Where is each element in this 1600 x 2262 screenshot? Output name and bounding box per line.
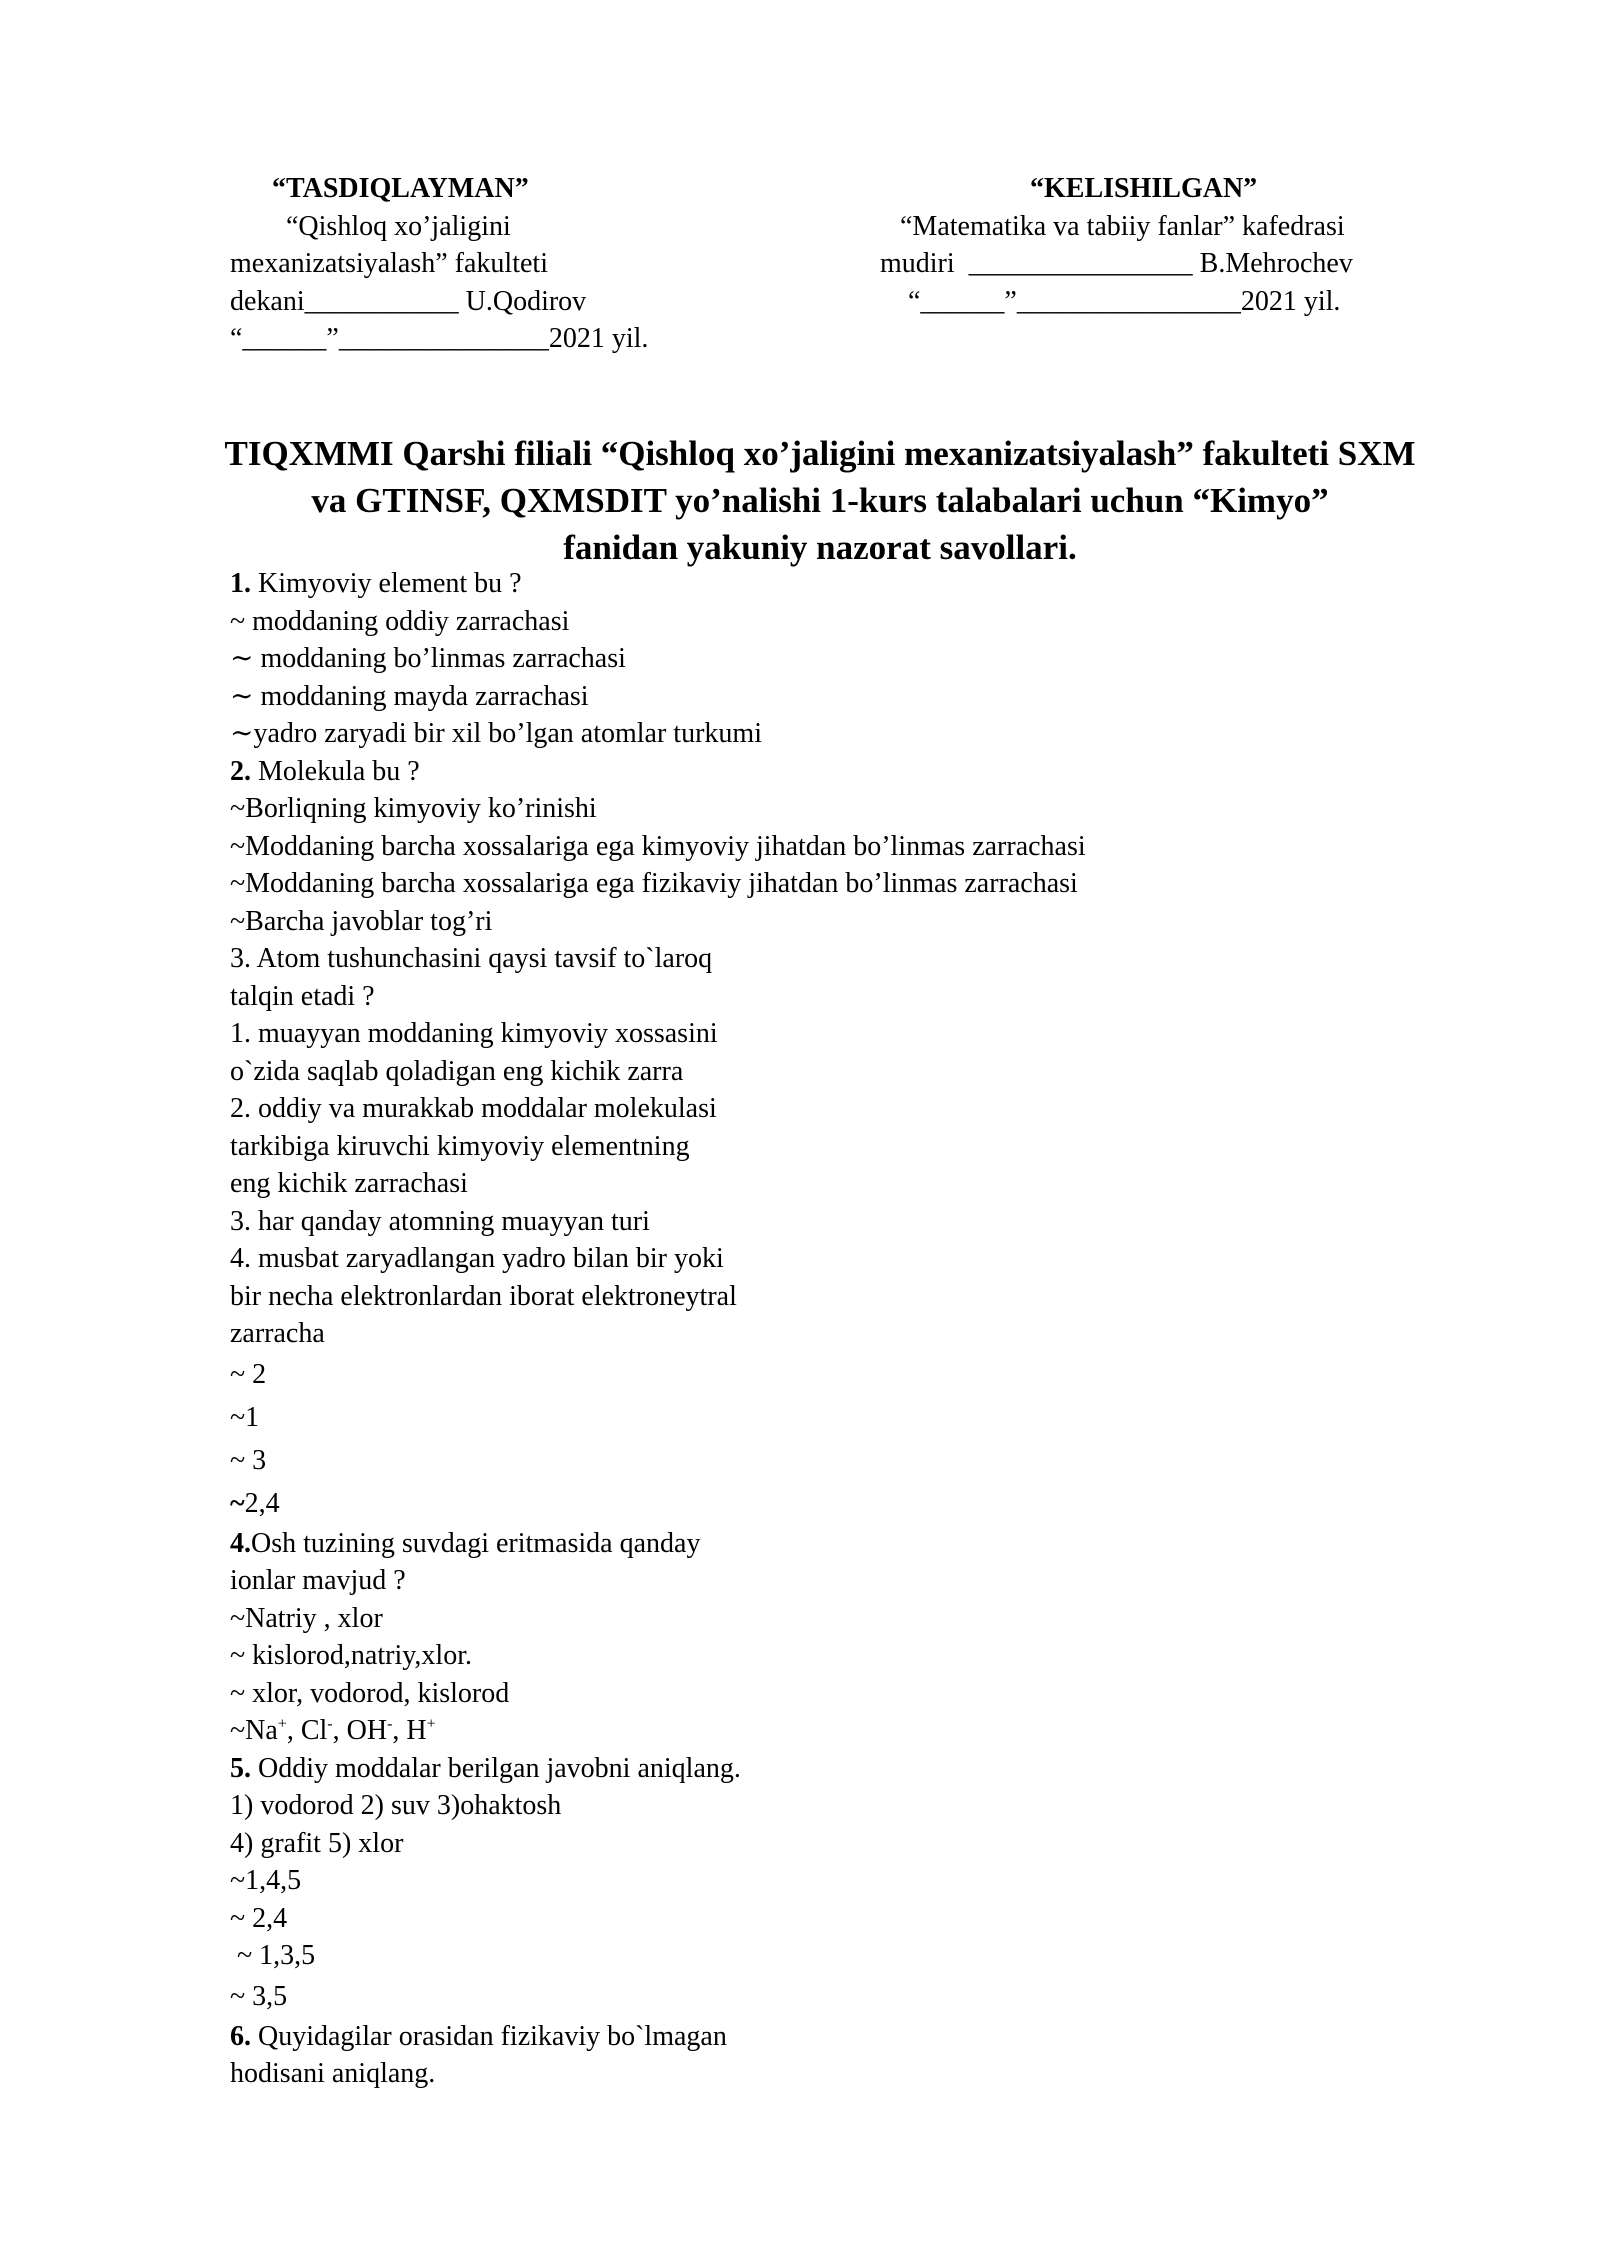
ion-charge: + xyxy=(426,1715,436,1733)
question-text-line: o`zida saqlab qoladigan eng kichik zarra xyxy=(230,1055,684,1087)
answer-option-ions xyxy=(230,1712,1480,1750)
ion-charge: - xyxy=(387,1715,393,1733)
agreement-line-1: “Matematika va tabiiy fanlar” kafedrasi xyxy=(900,210,1345,242)
page-title-line-3: fanidan yakuniy nazorat savollari. xyxy=(563,528,1077,567)
answer-option: ∼ moddaning bo’linmas zarrachasi xyxy=(230,643,626,674)
answer-option: ~ xlor, vodorod, kislorod xyxy=(230,1677,510,1709)
answer-option: ~ kislorod,natriy,xlor. xyxy=(230,1640,472,1671)
question-text-line: zarracha xyxy=(230,1318,325,1349)
question-text-line: tarkibiga kiruvchi kimyoviy elementning xyxy=(230,1130,690,1162)
answer-option: ~Barcha javoblar tog’ri xyxy=(230,905,493,937)
question-text-line: 2. oddiy va murakkab moddalar molekulasi xyxy=(230,1093,717,1124)
answer-option: ~ moddaning oddiy zarrachasi xyxy=(230,605,570,637)
question-text-line: 3. har qanday atomning muayyan turi xyxy=(230,1205,650,1237)
question-text-line: ionlar mavjud ? xyxy=(230,1565,406,1596)
questions-list xyxy=(230,565,1480,2093)
ion-text: , H xyxy=(392,1715,427,1746)
question-text-line: 4. musbat zaryadlangan yadro bilan bir yoki xyxy=(230,1243,724,1274)
answer-option: ~ 2,4 xyxy=(230,1902,288,1934)
question-number: 2. xyxy=(230,755,251,787)
question-number: 6. xyxy=(230,2020,251,2052)
agreement-block xyxy=(880,170,1480,320)
answer-text: 2,4 xyxy=(244,1487,280,1519)
answer-option: ∼ moddaning mayda zarrachasi xyxy=(230,680,589,712)
question-4 xyxy=(230,1525,1480,1563)
question-text-line: 1. muayyan moddaning kimyoviy xossasini xyxy=(230,1018,718,1049)
question-text-line: 4) grafit 5) xlor xyxy=(230,1827,404,1859)
question-5 xyxy=(230,1750,1480,1788)
answer-tilde: ~ xyxy=(230,1487,245,1519)
answer-option: ~ 3 xyxy=(230,1444,267,1476)
approval-line-2: mexanizatsiyalash” fakulteti xyxy=(230,248,548,279)
approval-block xyxy=(230,170,750,358)
question-text: Kimyoviy element bu ? xyxy=(251,568,522,599)
ion-charge: - xyxy=(327,1715,333,1733)
question-text: Osh tuzining suvdagi eritmasida qanday xyxy=(251,1527,701,1559)
answer-option: ~Moddaning barcha xossalariga ega kimyoviy jihatdan bo’linmas zarrachasi xyxy=(230,830,1086,862)
ion-text: ~Na xyxy=(230,1715,278,1746)
question-2 xyxy=(230,753,1480,791)
answer-option xyxy=(230,1482,1480,1525)
answer-option: ~Natriy , xlor xyxy=(230,1602,383,1634)
question-number: 1. xyxy=(230,568,251,599)
page-title-line-2: va GTINSF, QXMSDIT yo’nalishi 1-kurs talabalari uchun “Kimyo” xyxy=(311,481,1329,520)
question-3: 3. Atom tushunchasini qaysi tavsif to`laroq xyxy=(230,943,713,974)
ion-charge: + xyxy=(277,1715,287,1733)
question-text-line: hodisani aniqlang. xyxy=(230,2058,436,2089)
answer-option: ~ 2 xyxy=(230,1358,267,1390)
question-text-line: bir necha elektronlardan iborat elektroneytral xyxy=(230,1280,737,1312)
approval-line-3: dekani___________ U.Qodirov xyxy=(230,285,587,317)
question-text-line: eng kichik zarrachasi xyxy=(230,1168,468,1199)
answer-option: ~ 3,5 xyxy=(230,1980,288,2012)
question-1 xyxy=(230,565,1480,603)
question-text-line: talqin etadi ? xyxy=(230,980,375,1012)
question-text: Quyidagilar orasidan fizikaviy bo`lmagan xyxy=(251,2020,727,2052)
ion-text: , OH xyxy=(332,1715,388,1746)
question-text-line: 1) vodorod 2) suv 3)ohaktosh xyxy=(230,1790,562,1821)
question-text: Molekula bu ? xyxy=(251,755,420,787)
question-number: 4. xyxy=(230,1527,251,1559)
answer-option: ~Moddaning barcha xossalariga ega fizikaviy jihatdan bo’linmas zarrachasi xyxy=(230,868,1078,899)
answer-option: ~1,4,5 xyxy=(230,1865,302,1896)
question-number: 5. xyxy=(230,1752,251,1784)
answer-option: ~1 xyxy=(230,1401,260,1433)
approval-line-1: “Qishloq xo’jaligini xyxy=(286,210,511,242)
answer-option: ~ 1,3,5 xyxy=(230,1940,316,1971)
ion-text: , Cl xyxy=(286,1715,328,1746)
page-title xyxy=(150,430,1490,571)
page-title-line-1: TIQXMMI Qarshi filiali “Qishloq xo’jaligini mexanizatsiyalash” fakulteti SXM xyxy=(224,434,1416,473)
answer-option: ~Borliqning kimyoviy ko’rinishi xyxy=(230,793,597,824)
answer-option: ∼yadro zaryadi bir xil bo’lgan atomlar turkumi xyxy=(230,718,762,749)
approval-title: “TASDIQLAYMAN” xyxy=(272,173,529,204)
agreement-title: “KELISHILGAN” xyxy=(1030,173,1258,204)
approval-line-4: “______”_______________2021 yil. xyxy=(230,323,649,354)
agreement-line-2: mudiri ________________ B.Mehrochev xyxy=(880,248,1353,279)
agreement-line-3: “______”________________2021 yil. xyxy=(908,285,1341,317)
question-6 xyxy=(230,2018,1480,2056)
question-text: Oddiy moddalar berilgan javobni aniqlang. xyxy=(251,1752,741,1784)
